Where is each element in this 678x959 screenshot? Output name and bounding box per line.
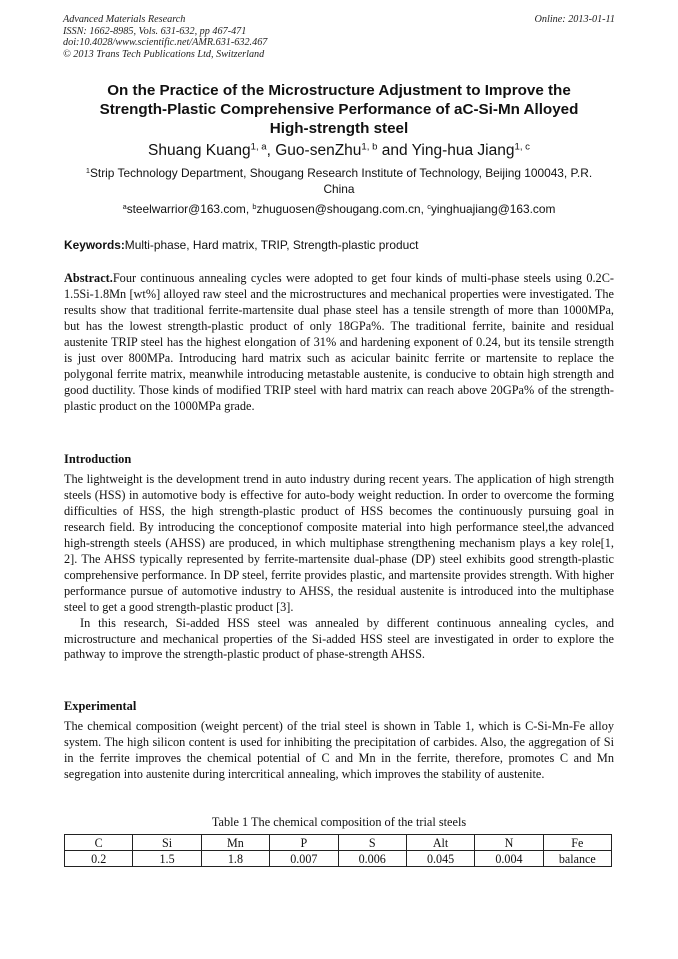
email-superscript: c (427, 201, 431, 211)
table-header-cell: N (475, 835, 543, 851)
email-superscript: b (252, 201, 257, 211)
table-cell: 0.2 (65, 851, 133, 867)
email-address: yinghuajiang@163.com (430, 202, 556, 216)
title-line-2: Strength-Plastic Comprehensive Performance of aC-Si-Mn Alloyed (99, 101, 579, 118)
affiliation-line-1 (64, 166, 614, 182)
doi-line: doi:10.4028/www.scientific.net/AMR.631-632.467 (63, 37, 268, 49)
table-header-cell: S (338, 835, 406, 851)
online-date: Online: 2013-01-11 (534, 14, 615, 25)
table-caption: Table 1 The chemical composition of the trial steels (211, 815, 467, 829)
abstract-label: Abstract. (64, 271, 113, 285)
table-header-cell: Si (133, 835, 201, 851)
table-cell: 0.007 (270, 851, 338, 867)
table-header-cell: Mn (201, 835, 269, 851)
journal-name: Advanced Materials Research (63, 14, 186, 25)
affiliation (64, 166, 614, 197)
issn-line: ISSN: 1662-8985, Vols. 631-632, pp 467-471 (63, 25, 247, 37)
experimental-paragraph-1: The chemical composition (weight percent) of the trial steel is shown in Table 1, which is C-Si-Mn-Fe alloy system. The high silicon content is used for inhibiting the precipitation of carbides. Also, the aggregation of Si in the ferrite improves the chemical potential of C and Mn in the ferrite, therefore, promotes C and Mn segregation into austenite during intercritical annealing, which improves the stability of austenite. (64, 719, 614, 781)
author-emails (64, 202, 614, 217)
author-name: Shuang Kuang (148, 142, 251, 159)
journal-header (63, 14, 615, 60)
author-name: Guo-senZhu (275, 142, 362, 159)
paper-title (64, 81, 614, 138)
keywords (64, 238, 614, 253)
table-header-cell: Alt (406, 835, 474, 851)
email-superscript: a (122, 201, 127, 211)
table-cell: 1.8 (201, 851, 269, 867)
introduction-heading: Introduction (64, 452, 132, 466)
email-address: steelwarrior@163.com, (126, 202, 253, 216)
author-superscript: 1, c (514, 141, 530, 153)
author-list (64, 141, 614, 161)
table-cell: 0.045 (406, 851, 474, 867)
table-cell: balance (543, 851, 611, 867)
introduction-paragraph-1: The lightweight is the development trend in auto industry during recent years. The application of high strength steels (HSS) in automotive body is effective for auto-body weight reduction. In order to overcome the forming difficulties of HSS, the high strength-plastic product of HSS becomes the continuously pursuing goal in research field. By introducing the conceptionof composite material into high performance steel,the advanced high-strength steels (AHSS) are produced, in which multiphase strengthening mechanism plays a key role[1, 2]. The AHSS typically represented by ferrite-martensite dual-phase (DP) steel exhibits good strength-plastic comprehensive performance. In DP steel, ferrite provides plastic, and martensite provides strength. With higher performance pursue of automotive industry to AHSS, the residual austenite is introduced into the multiphase steel to get a good strength-plastic product [3]. (64, 472, 614, 614)
table-cell: 1.5 (133, 851, 201, 867)
author-name: Ying-hua Jiang (411, 142, 515, 159)
title-line-1: On the Practice of the Microstructure Adjustment to Improve the (107, 82, 571, 99)
affiliation-line-2: China (323, 181, 355, 196)
composition-table (64, 834, 612, 867)
table-header-cell: P (270, 835, 338, 851)
author-superscript: 1, b (361, 141, 378, 153)
table-header-row (65, 835, 612, 851)
keywords-label: Keywords: (64, 238, 125, 252)
affiliation-superscript: 1 (85, 165, 90, 175)
table-header-cell: Fe (543, 835, 611, 851)
table-row (65, 851, 612, 867)
title-line-3: High-strength steel (269, 120, 409, 137)
abstract (64, 271, 614, 415)
email-address: zhuguosen@shougang.com.cn, (256, 202, 428, 216)
abstract-text: Four continuous annealing cycles were adopted to get four kinds of multi-phase steels using 0.2C-1.5Si-1.8Mn [wt%] alloyed raw steel and the microstructures and mechanical properties were investigated. The results show that traditional ferrite-martensite dual phase steel has a tensile strength of more than 1000MPa, but has the lowest strength-plastic product of only 18GPa%. The traditional ferrite, bainite and residual austenite TRIP steel has the highest elongation of 31% and hardening exponent of 0.24, but its tensile strength is just over 800MPa. Introducing hard matrix such as acicular bainitc ferrite or martensite to replace the polygonal ferrite matrix, meanwhile introducing metastable austenite, is conducive to obtain high strength and good ductility. Those kinds of modified TRIP steel with hard matrix can reach above 20GPa% of the strength-plastic product on the 1000MPa grade. (64, 271, 614, 413)
copyright-line: © 2013 Trans Tech Publications Ltd, Switzerland (63, 48, 265, 60)
keywords-text: Multi-phase, Hard matrix, TRIP, Strength-plastic product (124, 238, 419, 252)
table-header-cell: C (65, 835, 133, 851)
introduction-paragraph-2: In this research, Si-added HSS steel was annealed by different continuous annealing cycles, and microstructure and mechanical properties of the Si-added HSS steel are investigated in order to explore the pathway to improve the strength-plastic product of phase-strength AHSS. (64, 615, 614, 662)
author-separator: and (377, 142, 412, 159)
table-cell: 0.006 (338, 851, 406, 867)
author-superscript: 1, a (250, 141, 267, 153)
table-cell: 0.004 (475, 851, 543, 867)
introduction-body (64, 472, 614, 663)
author-separator: , (266, 142, 276, 159)
affiliation-text: Strip Technology Department, Shougang Research Institute of Technology, Beijing 100043, P.R. (89, 166, 593, 180)
experimental-heading: Experimental (64, 699, 137, 713)
